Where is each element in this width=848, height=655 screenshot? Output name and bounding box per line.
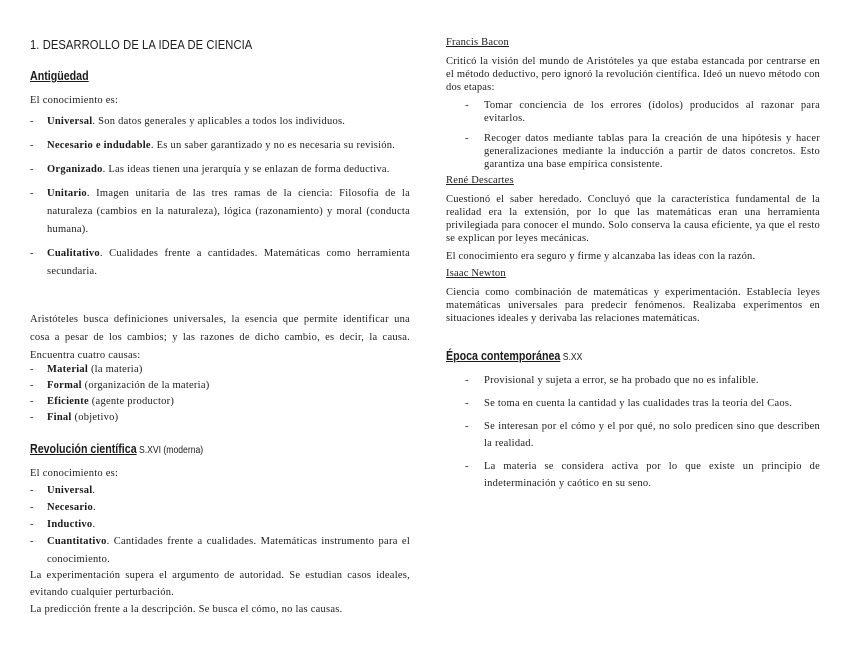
list-item: - Organizado. Las ideas tienen una jerarquía y se enlazan de forma deductiva. xyxy=(30,161,410,179)
list-item: - Material (la materia) xyxy=(30,362,410,378)
list-item: - Necesario e indudable. Es un saber garantizado y no es necesaria su revisión. xyxy=(30,137,410,155)
list-item: - Universal. xyxy=(30,482,410,499)
descartes-name: René Descartes xyxy=(446,175,514,186)
list-item: - Final (objetivo) xyxy=(30,410,410,426)
contemporanea-heading xyxy=(446,348,582,363)
revolucion-heading xyxy=(30,441,203,456)
list-item: - Provisional y sujeta a error, se ha probado que no es infalible. xyxy=(446,372,820,389)
list-item: - Necesario. xyxy=(30,499,410,516)
list-item: - Recoger datos mediante tablas para la creación de una hipótesis y hacer generalizaciones mediante la inducción a partir de datos concretos. Esto garantiza una base empírica consistente. xyxy=(446,132,820,171)
antiguedad-heading-text: Antigüedad xyxy=(30,68,89,83)
bacon-paragraph: Criticó la visión del mundo de Aristóteles ya que estaba estancada por centrarse en el método deductivo, pero ignoró la revolución científica. Ideó un nuevo método con dos etapas: xyxy=(446,56,820,93)
antiguedad-intro: El conocimiento es: xyxy=(30,95,119,106)
list-item: - Unitario. Imagen unitaria de las tres ramas de la ciencia: Filosofía de la naturaleza (cambios en la naturaleza), lógica (razonamiento) y moral (conducta humana). xyxy=(30,185,410,239)
page-title: 1. DESARROLLO DE LA IDEA DE CIENCIA xyxy=(30,37,253,52)
list-item: - La materia se considera activa por lo que existe un principio de indeterminación y caótico en su seno. xyxy=(446,458,820,492)
list-item: - Eficiente (agente productor) xyxy=(30,394,410,410)
list-item: - Universal. Son datos generales y aplicables a todos los individuos. xyxy=(30,113,410,131)
revolucion-heading-sub: S.XVI (moderna) xyxy=(136,444,204,456)
contemporanea-heading-sub: S.XX xyxy=(560,351,583,363)
revolucion-heading-text: Revolución científica xyxy=(30,441,137,456)
list-item: - Inductivo. xyxy=(30,516,410,533)
antiguedad-list xyxy=(30,113,410,281)
revolucion-paragraph-2: La predicción frente a la descripción. Se busca el cómo, no las causas. xyxy=(30,604,343,615)
revolucion-paragraph-1: La experimentación supera el argumento de autoridad. Se estudian casos ideales, evitando cualquier perturbación. xyxy=(30,570,410,598)
revolucion-list xyxy=(30,482,410,569)
revolucion-intro: El conocimiento es: xyxy=(30,468,119,479)
bacon-name: Francis Bacon xyxy=(446,37,509,48)
aristoteles-paragraph: Aristóteles busca definiciones universales, la esencia que permite identificar una cosa a pesar de los cambios; y las razones de dicho cambio, es decir, la causa. Encuentra cuatro causas: xyxy=(30,314,410,361)
causes-list xyxy=(30,362,410,426)
antiguedad-heading xyxy=(30,68,89,83)
descartes-paragraph-2: El conocimiento era seguro y firme y alcanzaba las ideas con la razón. xyxy=(446,251,756,262)
list-item: - Se toma en cuenta la cantidad y las cualidades tras la teoría del Caos. xyxy=(446,395,820,412)
contemporanea-list xyxy=(446,372,820,492)
list-item: - Formal (organización de la materia) xyxy=(30,378,410,394)
bacon-steps xyxy=(446,99,820,171)
descartes-paragraph: Cuestionó el saber heredado. Concluyó que la característica fundamental de la realidad era la extensión, por lo que las matemáticas eran una herramienta privilegiada para conocer el mundo. Solo conserva la causa eficiente, ya que el resto se explican por leyes mecánicas. xyxy=(446,194,820,244)
list-item: - Tomar conciencia de los errores (ídolos) producidos al razonar para evitarlos. xyxy=(446,99,820,125)
list-item: - Se interesan por el cómo y el por qué, no solo predicen sino que describen la realidad. xyxy=(446,418,820,452)
list-item: - Cualitativo. Cualidades frente a cantidades. Matemáticas como herramienta secundaria. xyxy=(30,245,410,281)
newton-paragraph: Ciencia como combinación de matemáticas y experimentación. Establecía leyes matemáticas universales para predecir fenómenos. Realizaba experimentos en situaciones ideales y derivaba las relaciones matemáticas. xyxy=(446,287,820,324)
list-item: - Cuantitativo. Cantidades frente a cualidades. Matemáticas instrumento para el conocimiento. xyxy=(30,533,410,569)
contemporanea-heading-text: Época contemporánea xyxy=(446,348,561,363)
newton-name: Isaac Newton xyxy=(446,268,506,279)
